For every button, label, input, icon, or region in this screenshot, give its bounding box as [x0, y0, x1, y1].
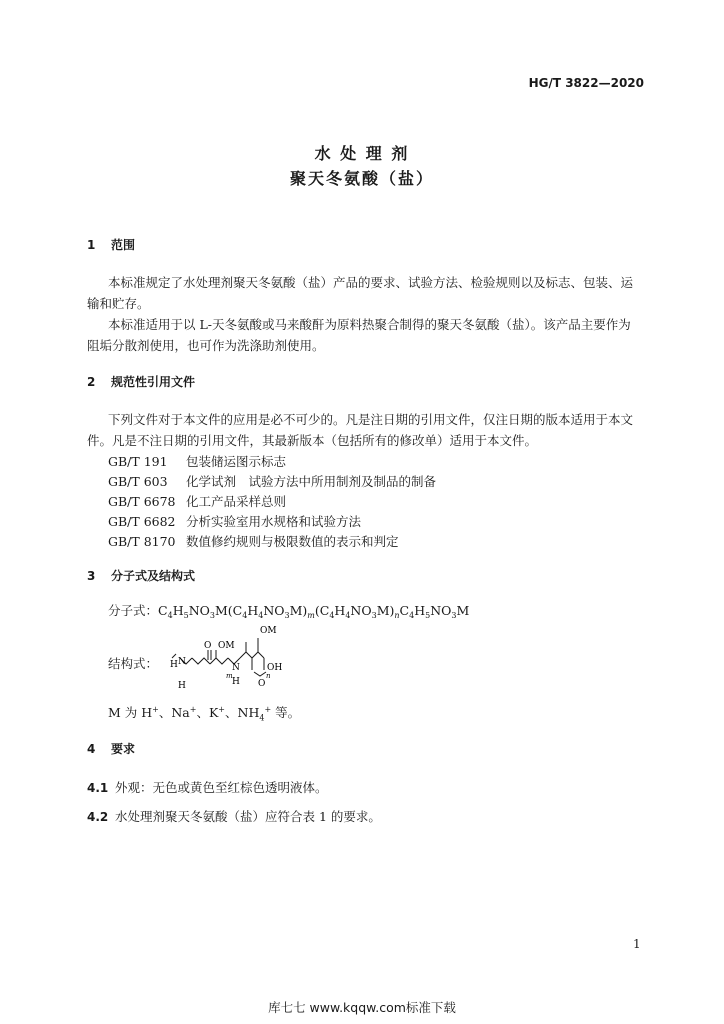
paragraph: 输和贮存。 — [87, 296, 150, 311]
structure-text: N — [178, 657, 186, 667]
paragraph: 本标准适用于以 L-天冬氨酸或马来酸酐为原料热聚合制得的聚天冬氨酸（盐）。该产品主要作为 — [108, 317, 631, 332]
structure-text: H — [178, 681, 186, 690]
reference-title: 分析实验室用水规格和试验方法 — [186, 514, 362, 529]
structure-text: O — [204, 641, 212, 651]
reference-code: GB/T 6678 — [108, 494, 176, 509]
paragraph: 本标准规定了水处理剂聚天冬氨酸（盐）产品的要求、试验方法、检验规则以及标志、包装、运 — [108, 275, 634, 290]
structural-formula-diagram — [170, 620, 300, 690]
structure-text: O — [258, 679, 266, 689]
section-2-heading — [87, 373, 195, 390]
molecular-formula: 分子式：$C_4H_5NO_3M(C_4H_4NO_3M)_m(C_4H_4NO_3M)_nC_4H_5NO_3M$ — [108, 603, 470, 620]
section-number: 2 — [87, 375, 96, 389]
reference-item — [108, 472, 436, 490]
reference-item — [108, 492, 286, 510]
reference-title: 化工产品采样总则 — [186, 494, 287, 509]
section-4-heading — [87, 740, 135, 757]
reference-item — [108, 452, 286, 470]
reference-code: GB/T 603 — [108, 474, 168, 489]
subsection-4-2 — [87, 807, 381, 825]
section-title: 分子式及结构式 — [111, 569, 196, 583]
section-title: 规范性引用文件 — [111, 375, 196, 389]
reference-title: 数值修约规则与极限数值的表示和判定 — [186, 534, 399, 549]
section-number: 1 — [87, 238, 96, 252]
structure-text: m — [226, 672, 233, 680]
structure-label: 结构式： — [108, 656, 159, 671]
section-number: 3 — [87, 569, 96, 583]
structure-text: OH — [267, 663, 283, 673]
subsection-4-1 — [87, 778, 328, 796]
document-title-line1: 水 处 理 剂 — [314, 144, 410, 163]
subsection-number: 4.1 — [87, 781, 109, 795]
section-1-heading — [87, 236, 135, 253]
structure-text: OM — [260, 626, 277, 636]
section-title: 要求 — [111, 742, 136, 756]
standard-code: HG/T 3822—2020 — [528, 76, 644, 90]
structure-text: OM — [218, 641, 235, 651]
section-3-heading — [87, 567, 195, 584]
reference-title: 化学试剂 试验方法中所用制剂及制品的制备 — [186, 474, 437, 489]
paragraph: 下列文件对于本文件的应用是必不可少的。凡是注日期的引用文件，仅注日期的版本适用于本文 — [108, 412, 634, 427]
section-number: 4 — [87, 742, 96, 756]
subsection-number: 4.2 — [87, 810, 109, 824]
page-number: 1 — [633, 937, 641, 951]
subsection-text: 外观：无色或黄色至红棕色透明液体。 — [115, 780, 328, 795]
reference-title: 包装储运图示标志 — [186, 454, 287, 469]
paragraph: 件。凡是不注日期的引用文件，其最新版本（包括所有的修改单）适用于本文件。 — [87, 433, 538, 448]
reference-item — [108, 532, 399, 550]
document-title-line2: 聚天冬氨酸（盐） — [289, 169, 434, 188]
subsection-text: 水处理剂聚天冬氨酸（盐）应符合表 1 的要求。 — [115, 809, 381, 824]
structure-text: n — [266, 672, 271, 680]
footer-watermark: 库七七 www.kqqw.com标准下载 — [268, 1000, 456, 1015]
paragraph: 阻垢分散剂使用，也可作为洗涤助剂使用。 — [87, 338, 325, 353]
reference-code: GB/T 6682 — [108, 514, 176, 529]
structure-text: H — [232, 677, 240, 687]
structure-text: H — [170, 660, 178, 670]
reference-code: GB/T 8170 — [108, 534, 176, 549]
structure-text: N — [232, 663, 240, 673]
reference-code: GB/T 191 — [108, 454, 168, 469]
reference-item — [108, 512, 361, 530]
section-title: 范围 — [111, 238, 136, 252]
m-definition: M 为 H+、Na+、K+、$NH_4^+$ 等。 — [108, 704, 301, 723]
